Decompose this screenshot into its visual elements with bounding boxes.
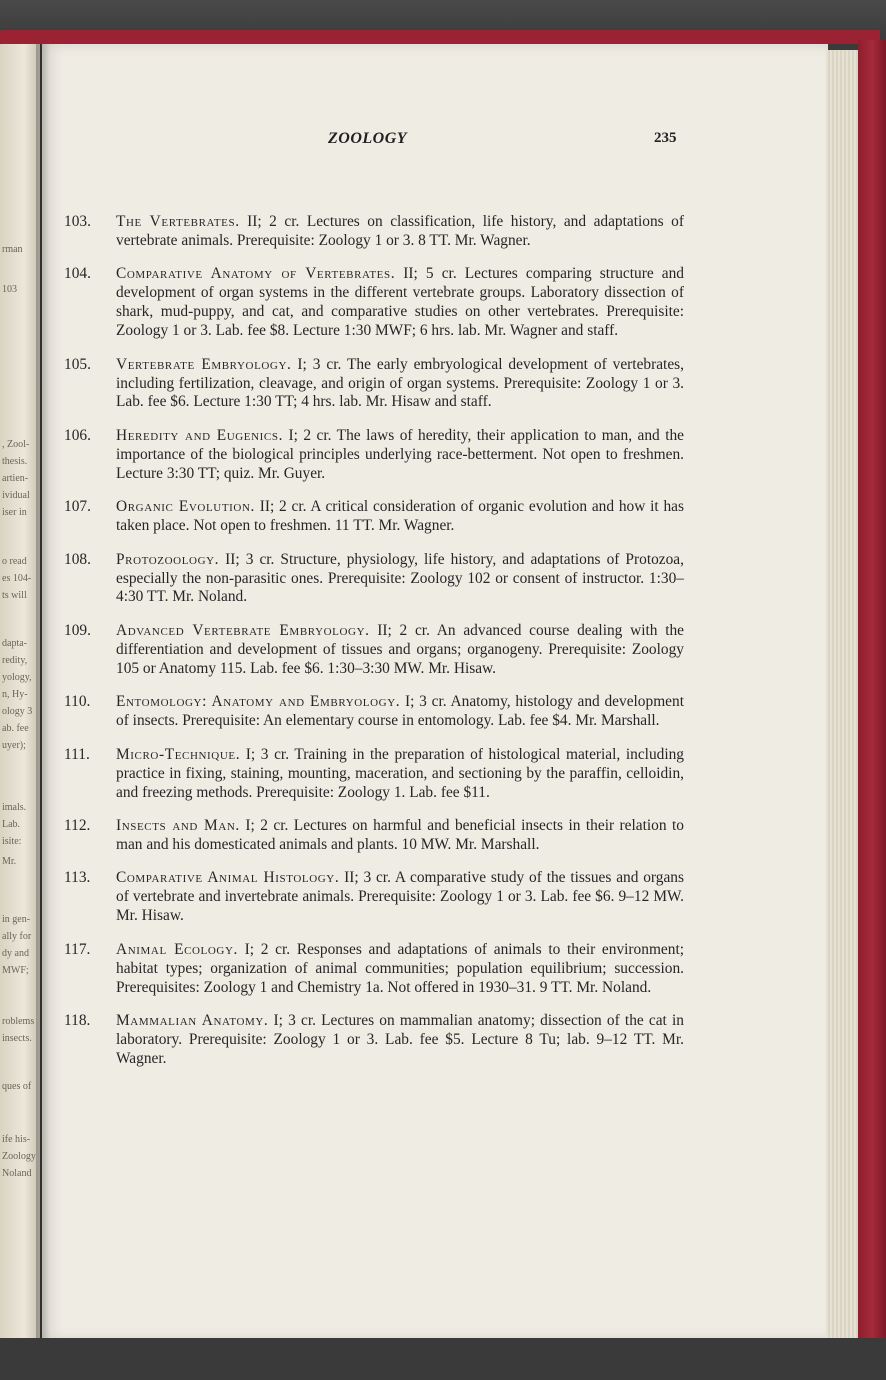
page-number: 235: [654, 130, 677, 146]
course-title: Comparative Anatomy of Vertebrates.: [116, 265, 396, 283]
course-number: 104.: [64, 265, 91, 283]
course-entry: [64, 356, 684, 413]
left-page-edge: [0, 44, 40, 1344]
left-page-fragment: imals.: [2, 802, 27, 813]
left-page-fragment: isite:: [2, 836, 22, 847]
left-page-fragment: dapta-: [2, 638, 27, 649]
course-entry: [64, 498, 684, 536]
course-entry: [64, 817, 684, 855]
course-number: 103.: [64, 213, 91, 230]
course-description: I; 3 cr. Anatomy, histology and development of insects. Prerequisite: An elementary course in entomology. Lab. fee $4. Mr. Marshall.: [116, 693, 684, 730]
left-page-fragment: thesis.: [2, 456, 28, 467]
page-title: ZOOLOGY: [328, 130, 408, 147]
course-description: II; 2 cr. An advanced course dealing with the differentiation and development of tissues and organs; organogeny. Prerequisite: Zoology 105 or Anatomy 115. Lab. fee $6. 1:30–3:30 MW. Mr. Hisaw.: [116, 621, 684, 677]
course-title: Organic Evolution.: [116, 498, 255, 516]
course-title: Entomology: Anatomy and Embryology.: [116, 693, 401, 711]
left-page-fragment: es 104-: [2, 573, 32, 584]
course-entry: [64, 622, 684, 679]
course-entry: [64, 869, 684, 926]
left-page-fragment: insects.: [2, 1033, 32, 1044]
book-bottom-background: [0, 1338, 886, 1380]
course-number: 112.: [64, 817, 91, 834]
course-number: 117.: [64, 940, 91, 958]
left-page-fragment: ividual: [2, 490, 30, 501]
left-page-fragment: MWF;: [2, 965, 29, 976]
course-number: 106.: [64, 426, 91, 444]
course-number: 108.: [64, 550, 91, 568]
course-title: Insects and Man.: [116, 817, 240, 834]
left-page-fragment: 103: [2, 284, 17, 295]
course-title: Micro-Technique.: [116, 745, 241, 763]
left-page-fragment: Mr.: [2, 856, 17, 867]
left-page-fragment: ab. fee: [2, 723, 29, 734]
course-entry: [64, 1012, 684, 1069]
course-number: 118.: [64, 1012, 91, 1030]
course-description: I; 3 cr. Training in the preparation of histological material, including practice in fixing, staining, mounting, maceration, and sectioning by the paraffin, celloidin, and freezing methods. Prerequisite: Zoology 1. Lab. fee $11.: [116, 745, 684, 801]
left-page-fragment: n, Hy-: [2, 689, 28, 700]
course-entry: [64, 551, 684, 608]
left-page-fragment: ques of: [2, 1081, 32, 1092]
spine-shadow: [36, 44, 50, 1344]
course-entry: [64, 941, 684, 998]
left-page-fragment: ts will: [2, 590, 27, 601]
left-page-fragment: yology,: [2, 672, 32, 683]
page-stack-edges: [826, 50, 862, 1340]
course-title: Comparative Animal Histology.: [116, 869, 340, 887]
course-title: Animal Ecology.: [116, 940, 238, 958]
left-page-fragment: uyer);: [2, 740, 26, 751]
course-number: 109.: [64, 621, 91, 639]
course-description: I; 3 cr. The early embryological development of vertebrates, including fertilization, cleavage, and origin of organ systems. Prerequisite: Zoology 1 or 3. Lab. fee $6. Lecture 1:30 TT; 4 hrs. lab. Mr. Hisaw and staff.: [116, 355, 684, 411]
course-entry: [64, 427, 684, 484]
course-number: 111.: [64, 745, 90, 763]
left-page-fragment: ally for: [2, 931, 32, 942]
course-title: Advanced Vertebrate Embryology.: [116, 621, 370, 639]
book-cover-top-edge: [0, 30, 880, 44]
left-page-fragment: in gen-: [2, 914, 31, 925]
left-page-fragment: Zoology: [2, 1151, 36, 1162]
left-page-fragment: rman: [2, 244, 23, 255]
left-page-fragment: iser in: [2, 507, 27, 518]
left-page-fragment: ife his-: [2, 1134, 31, 1145]
course-list: [64, 213, 684, 1083]
left-page-fragment: redity,: [2, 655, 28, 666]
course-entry: [64, 213, 684, 251]
left-page-fragment: Lab.: [2, 819, 21, 830]
left-page-fragment: artien-: [2, 473, 29, 484]
course-title: Mammalian Anatomy.: [116, 1012, 269, 1030]
course-description: II; 3 cr. A comparative study of the tissues and organs of vertebrate and invertebrate animals. Prerequisite: Zoology 1 or 3. Lab. fee $6. 9–12 MW. Mr. Hisaw.: [116, 869, 684, 925]
running-head: [42, 130, 828, 160]
left-page-fragment: ology 3: [2, 706, 33, 717]
course-description: II; 2 cr. Lectures on classification, life history, and adaptations of vertebrate animals. Prerequisite: Zoology 1 or 3. 8 TT. Mr. Wagner.: [116, 213, 684, 249]
course-entry: [64, 693, 684, 731]
course-title: Vertebrate Embryology.: [116, 355, 292, 373]
course-number: 107.: [64, 498, 91, 516]
course-description: II; 3 cr. Structure, physiology, life history, and adaptations of Protozoa, especially the non-parasitic ones. Prerequisite: Zoology 102 or consent of instructor. 1:30–4:30 TT. Mr. Noland.: [116, 550, 684, 606]
course-description: II; 2 cr. A critical consideration of organic evolution and how it has taken place. Not open to freshmen. 11 TT. Mr. Wagner.: [116, 498, 684, 535]
course-title: Heredity and Eugenics.: [116, 426, 284, 444]
course-number: 110.: [64, 693, 91, 711]
course-entry: [64, 746, 684, 803]
book-cover-right-edge: [858, 40, 886, 1340]
course-number: 105.: [64, 355, 91, 373]
left-page-fragment: , Zool-: [2, 439, 30, 450]
course-description: I; 2 cr. Lectures on harmful and beneficial insects in their relation to man and his domesticated animals and plants. 10 MW. Mr. Marshall.: [116, 817, 684, 853]
left-page-fragment: o read: [2, 556, 27, 567]
course-number: 113.: [64, 869, 91, 887]
course-description: I; 3 cr. Lectures on mammalian anatomy; dissection of the cat in laboratory. Prerequisite: Zoology 1 or 3. Lab. fee $5. Lecture 8 Tu; lab. 9–12 TT. Mr. Wagner.: [116, 1012, 684, 1067]
course-description: I; 2 cr. The laws of heredity, their application to man, and the importance of the biological principles underlying race-betterment. Not open to freshmen. Lecture 3:30 TT; quiz. Mr. Guyer.: [116, 426, 684, 482]
left-page-fragment: roblems: [2, 1016, 35, 1027]
course-title: Protozoology.: [116, 550, 220, 568]
course-description: II; 5 cr. Lectures comparing structure and development of organ systems in the different vertebrate groups. Laboratory dissection of shark, mud-puppy, and cat, and comparative studies on other vertebrates. Prerequisite: Zoology 1 or 3. Lab. fee $8. Lecture 1:30 MWF; 6 hrs. lab. Mr. Wagner and staff.: [116, 265, 684, 340]
course-entry: [64, 265, 684, 341]
course-title: The Vertebrates.: [116, 213, 240, 230]
left-page-fragment: dy and: [2, 948, 29, 959]
left-page-fragment: Noland: [2, 1168, 32, 1179]
course-description: I; 2 cr. Responses and adaptations of animals to their environment; habitat types; organization of animal communities; population equilibrium; succession. Prerequisites: Zoology 1 and Chemistry 1a. Not offered in 1930–31. 9 TT. Mr. Noland.: [116, 940, 684, 996]
